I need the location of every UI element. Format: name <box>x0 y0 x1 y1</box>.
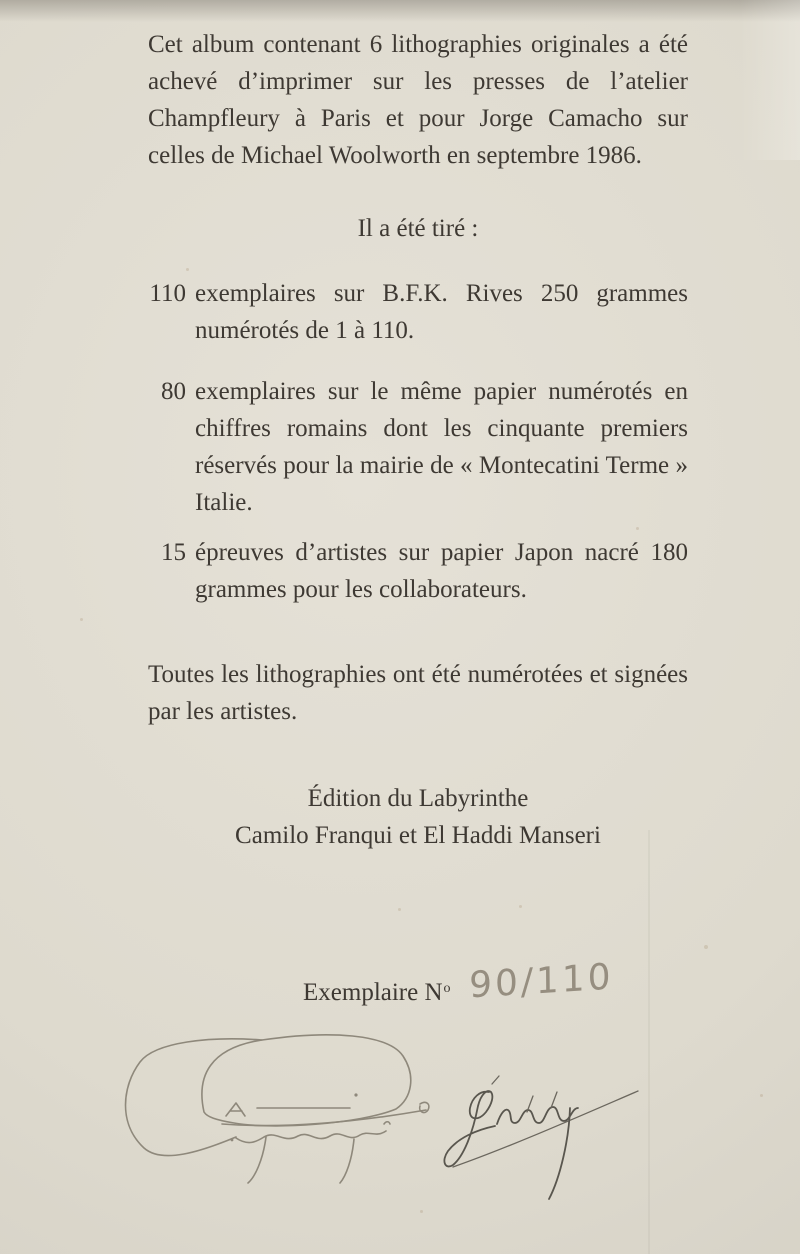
edition-description: exemplaires sur B.F.K. Rives 250 grammes numérotés de 1 à 110. <box>195 280 688 344</box>
publisher-people: Camilo Franqui et El Haddi Manseri <box>235 822 601 849</box>
edition-count: 15 <box>161 539 186 566</box>
foxing-speck <box>760 1094 763 1097</box>
foxing-speck <box>420 1210 423 1213</box>
tirage-heading: Il a été tiré : <box>357 215 479 242</box>
edition-item-15 <box>136 534 688 608</box>
foxing-speck <box>80 618 83 621</box>
editions-list <box>136 275 688 608</box>
exemplaire-ordinal: o <box>443 981 451 996</box>
edition-item-80 <box>136 373 688 521</box>
franqui-signature <box>126 1035 429 1183</box>
edition-count: 80 <box>161 378 186 405</box>
publisher-name: Édition du Labyrinthe <box>307 785 529 812</box>
exemplaire-number-handwritten: 90/110 <box>468 956 614 1007</box>
imprint-paragraph: Cet album contenant 6 lithographies originales a été achevé d’imprimer sur les presses de l’atelier Champfleury à Paris et pour Jorge Camacho sur celles de Michael Woolworth en septembre 1986. <box>148 31 688 169</box>
colophon-text-block <box>148 0 688 1011</box>
edition-description: épreuves d’artistes sur papier Japon nacré 180 grammes pour les collaborateurs. <box>195 539 688 603</box>
top-right-light-edge <box>740 0 800 160</box>
exemplaire-line <box>303 956 688 1011</box>
exemplaire-label: Exemplaire N <box>303 979 443 1006</box>
edition-item-110 <box>136 275 688 349</box>
publisher-block <box>148 780 688 854</box>
edition-description: exemplaires sur le même papier numérotés en chiffres romains dont les cinquante premiers réservés pour la mairie de « Montecatini Terme » Italie. <box>195 378 688 516</box>
numbering-note: Toutes les lithographies ont été numérotées et signées par les artistes. <box>148 661 688 725</box>
foxing-speck <box>704 945 708 949</box>
edition-count: 110 <box>149 280 186 307</box>
haddi-signature <box>444 1076 638 1199</box>
